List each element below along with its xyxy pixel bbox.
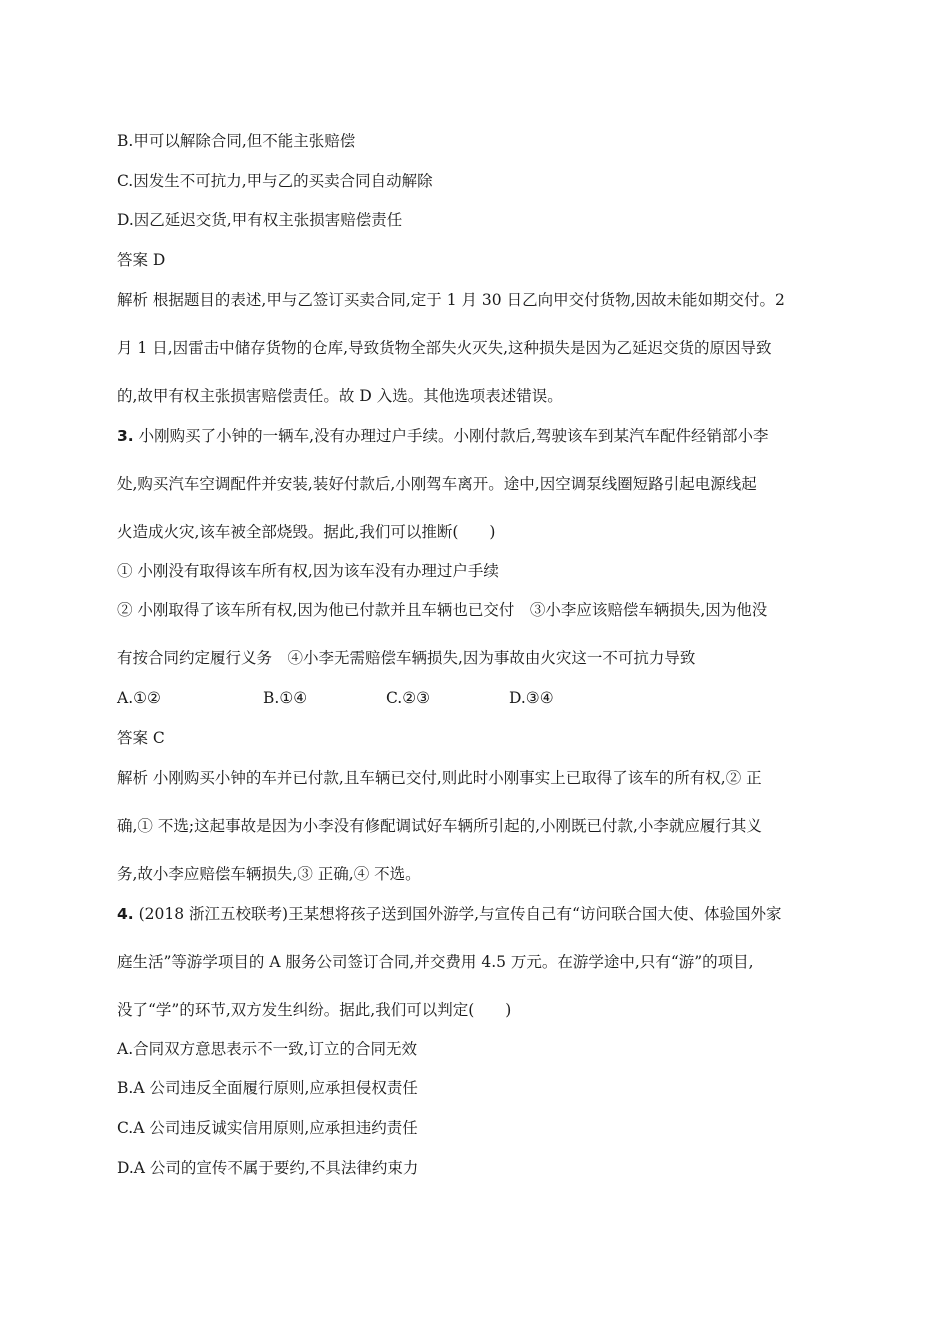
q3-analysis-line-1: 解析 小刚购买小钟的车并已付款,且车辆已交付,则此时小刚事实上已取得了该车的所有权,② 正 xyxy=(117,769,762,787)
q4-stem-line-2: 庭生活”等游学项目的 A 服务公司签订合同,并交费用 4.5 万元。在游学途中,只有“游”的项目, xyxy=(117,953,754,971)
q3-analysis-line-2: 确,① 不选;这起事故是因为小李没有修配调试好车辆所引起的,小刚既已付款,小李就应履行其义 xyxy=(117,817,762,835)
prev-option-c: C.因发生不可抗力,甲与乙的买卖合同自动解除 xyxy=(117,172,433,190)
q4-option-d: D.A 公司的宣传不属于要约,不具法律约束力 xyxy=(117,1159,419,1177)
q3-option-d: D.③④ xyxy=(509,689,554,707)
q3-statement-1: ① 小刚没有取得该车所有权,因为该车没有办理过户手续 xyxy=(117,562,499,580)
prev-analysis-line-1: 解析 根据题目的表述,甲与乙签订买卖合同,定于 1 月 30 日乙向甲交付货物,因故未能如期交付。2 xyxy=(117,291,785,309)
q3-option-a: A.①② xyxy=(117,689,161,707)
q3-statement-3: 有按合同约定履行义务 ④小李无需赔偿车辆损失,因为事故由火灾这一不可抗力导致 xyxy=(117,649,696,667)
q3-option-b: B.①④ xyxy=(263,689,308,707)
prev-answer: 答案 D xyxy=(117,251,166,269)
q4-option-c: C.A 公司违反诚实信用原则,应承担违约责任 xyxy=(117,1119,418,1137)
prev-option-b: B.甲可以解除合同,但不能主张赔偿 xyxy=(117,132,356,150)
q3-answer: 答案 C xyxy=(117,729,165,747)
q4-number: 4. xyxy=(117,905,134,923)
q4-option-a: A.合同双方意思表示不一致,订立的合同无效 xyxy=(117,1040,418,1058)
q4-stem-line-1 xyxy=(117,904,781,924)
q3-number: 3. xyxy=(117,427,134,445)
q3-stem-text-1: 小刚购买了小钟的一辆车,没有办理过户手续。小刚付款后,驾驶该车到某汽车配件经销部小李 xyxy=(138,427,769,445)
prev-option-d: D.因乙延迟交货,甲有权主张损害赔偿责任 xyxy=(117,211,403,229)
q3-stem-line-3: 火造成火灾,该车被全部烧毁。据此,我们可以推断( ) xyxy=(117,523,496,541)
q3-analysis-line-3: 务,故小李应赔偿车辆损失,③ 正确,④ 不选。 xyxy=(117,865,421,883)
q3-stem-line-1 xyxy=(117,426,768,446)
q4-stem-line-3: 没了“学”的环节,双方发生纠纷。据此,我们可以判定( ) xyxy=(117,1001,512,1019)
q3-statement-2: ② 小刚取得了该车所有权,因为他已付款并且车辆也已交付 ③小李应该赔偿车辆损失,因为他没 xyxy=(117,601,768,619)
q4-option-b: B.A 公司违反全面履行原则,应承担侵权责任 xyxy=(117,1079,418,1097)
q4-stem-text-1: (2018 浙江五校联考)王某想将孩子送到国外游学,与宣传自己有“访问联合国大使、体验国外家 xyxy=(138,905,782,923)
q3-option-c: C.②③ xyxy=(386,689,431,707)
prev-analysis-line-2: 月 1 日,因雷击中储存货物的仓库,导致货物全部失火灭失,这种损失是因为乙延迟交货的原因导致 xyxy=(117,339,772,357)
q3-stem-line-2: 处,购买汽车空调配件并安装,装好付款后,小刚驾车离开。途中,因空调泵线圈短路引起电源线起 xyxy=(117,475,757,493)
prev-analysis-line-3: 的,故甲有权主张损害赔偿责任。故 D 入选。其他选项表述错误。 xyxy=(117,387,563,405)
